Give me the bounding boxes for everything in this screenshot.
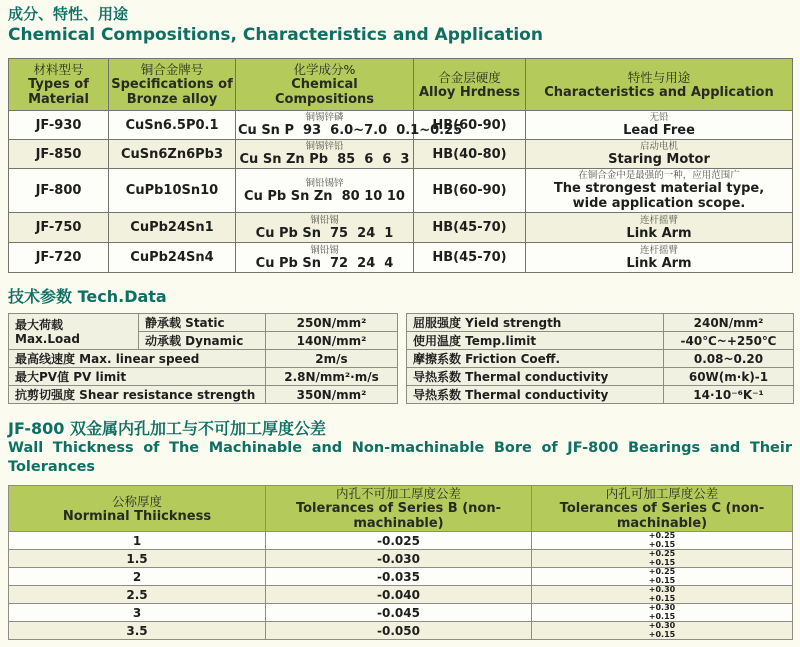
max-load-zh: 最大荷载 bbox=[15, 317, 64, 332]
header-series-c bbox=[532, 486, 793, 532]
chemical-composition-cell bbox=[236, 169, 414, 213]
series-b-value: -0.050 bbox=[266, 622, 532, 640]
thickness-value: 2.5 bbox=[9, 586, 266, 604]
series-b-value: -0.035 bbox=[266, 568, 532, 586]
header-en: Characteristics and Application bbox=[544, 84, 774, 100]
series-c-lower: +0.15 bbox=[648, 593, 676, 603]
thickness-value: 1 bbox=[9, 532, 266, 550]
hardness-value: HB(60-90) bbox=[414, 111, 526, 140]
header-en: Tolerances of Series C (non-machinable) bbox=[559, 501, 765, 531]
table-row-jf800 bbox=[9, 169, 793, 213]
header-en: Alloy Hrdness bbox=[418, 84, 521, 100]
header-en: Types of Material bbox=[28, 77, 89, 107]
series-c-upper: +0.25 bbox=[648, 549, 676, 558]
tolerance-row-2-5 bbox=[9, 586, 793, 604]
characteristics-cell bbox=[526, 111, 793, 140]
tech-row-thermal-expansion bbox=[407, 386, 794, 404]
header-bronze-spec bbox=[109, 59, 236, 111]
static-value: 250N/mm² bbox=[266, 314, 398, 332]
header-en: Specifications of Bronze alloy bbox=[111, 77, 233, 107]
series-c-cell bbox=[532, 586, 793, 604]
series-c-cell bbox=[532, 532, 793, 550]
chemical-composition-cell bbox=[236, 213, 414, 243]
tech-data-table-left bbox=[8, 313, 398, 404]
header-chemical-compositions bbox=[236, 59, 414, 111]
compositions-table bbox=[8, 58, 793, 273]
header-en: Chemical Compositions bbox=[274, 77, 375, 107]
chemical-composition-cell bbox=[236, 140, 414, 169]
table-row-jf850 bbox=[9, 140, 793, 169]
tech-row-temp-limit bbox=[407, 332, 794, 350]
header-types-of-material bbox=[9, 59, 109, 111]
material-model: JF-800 bbox=[9, 169, 109, 213]
characteristics-cell bbox=[526, 140, 793, 169]
pv-limit-value: 2.8N/mm²·m/s bbox=[266, 368, 398, 386]
friction-label: 摩擦系数 Friction Coeff. bbox=[407, 350, 664, 368]
bronze-spec: CuPb24Sn4 bbox=[109, 243, 236, 273]
composition-formula: Cu Sn P 93 6.0~7.0 0.1~0.25 bbox=[238, 123, 463, 138]
series-c-upper: +0.25 bbox=[648, 531, 676, 540]
max-load-cell bbox=[9, 314, 139, 350]
material-model: JF-720 bbox=[9, 243, 109, 273]
tech-row-yield bbox=[407, 314, 794, 332]
header-en: Norminal Thiickness bbox=[62, 508, 212, 524]
table-row-jf750 bbox=[9, 213, 793, 243]
header-zh: 内孔可加工厚度公差 bbox=[605, 486, 719, 501]
composition-formula: Cu Pb Sn Zn 80 10 10 bbox=[244, 188, 405, 204]
thermal-expansion-value: 14·10⁻⁶K⁻¹ bbox=[664, 386, 794, 404]
tech-row-linear-speed bbox=[9, 350, 398, 368]
tolerance-row-1 bbox=[9, 532, 793, 550]
header-characteristics bbox=[526, 59, 793, 111]
composition-formula: Cu Pb Sn 72 24 4 bbox=[255, 255, 394, 271]
static-label: 静承载 Static bbox=[139, 314, 266, 332]
hardness-value: HB(40-80) bbox=[414, 140, 526, 169]
linear-speed-label: 最高线速度 Max. linear speed bbox=[9, 350, 266, 368]
table-row-jf930 bbox=[9, 111, 793, 140]
characteristics-en: Link Arm bbox=[626, 255, 692, 271]
header-zh: 内孔不可加工厚度公差 bbox=[335, 486, 461, 501]
characteristics-en: Staring Motor bbox=[608, 152, 710, 167]
tech-data-table-right bbox=[406, 313, 794, 404]
characteristics-zh: 启动电机 bbox=[639, 141, 678, 152]
tolerances-header-row bbox=[9, 486, 793, 532]
tolerance-row-1-5 bbox=[9, 550, 793, 568]
characteristics-en-line2: wide application scope. bbox=[572, 196, 746, 211]
composition-zh: 铜锡锌磷 bbox=[305, 112, 344, 123]
characteristics-cell bbox=[526, 169, 793, 213]
thermal-expansion-label: 导热系数 Thermal conductivity bbox=[407, 386, 664, 404]
tech-row-pv-limit bbox=[9, 368, 398, 386]
composition-formula: Cu Sn Zn Pb 85 6 6 3 bbox=[239, 152, 410, 167]
series-c-lower: +0.15 bbox=[648, 539, 676, 549]
temp-limit-value: -40℃~+250℃ bbox=[664, 332, 794, 350]
characteristics-zh: 连杆摇臂 bbox=[639, 244, 678, 256]
composition-zh: 铜铅锡锌 bbox=[305, 177, 344, 189]
tolerances-table bbox=[8, 485, 793, 640]
series-c-lower: +0.15 bbox=[648, 575, 676, 585]
tech-row-friction bbox=[407, 350, 794, 368]
thermal-conductivity-value: 60W(m·k)-1 bbox=[664, 368, 794, 386]
tolerance-row-2 bbox=[9, 568, 793, 586]
bronze-spec: CuPb24Sn1 bbox=[109, 213, 236, 243]
shear-label: 抗剪切强度 Shear resistance strength bbox=[9, 386, 266, 404]
bronze-spec: CuSn6.5P0.1 bbox=[109, 111, 236, 140]
section1-title-zh: 成分、特性、用途 bbox=[8, 5, 129, 23]
header-zh: 材料型号 bbox=[33, 62, 84, 77]
tech-row-static bbox=[9, 314, 398, 332]
hardness-value: HB(60-90) bbox=[414, 169, 526, 213]
composition-zh: 铜锡锌铅 bbox=[305, 141, 344, 152]
thickness-value: 3 bbox=[9, 604, 266, 622]
series-c-cell bbox=[532, 568, 793, 586]
header-alloy-hardness bbox=[414, 59, 526, 111]
series-c-lower: +0.15 bbox=[648, 629, 676, 639]
section1-title-en: Chemical Compositions, Characteristics and Application bbox=[8, 25, 543, 45]
characteristics-en: Link Arm bbox=[626, 225, 692, 241]
header-series-b bbox=[266, 486, 532, 532]
tolerance-row-3 bbox=[9, 604, 793, 622]
hardness-value: HB(45-70) bbox=[414, 213, 526, 243]
chemical-composition-cell bbox=[236, 111, 463, 140]
header-en: Tolerances of Series B (non-machinable) bbox=[295, 501, 502, 531]
series-c-cell bbox=[532, 604, 793, 622]
characteristics-zh: 在铜合金中是最强的一种，应用范围广 bbox=[578, 170, 740, 181]
compositions-header-row bbox=[9, 59, 793, 111]
composition-formula: Cu Pb Sn 75 24 1 bbox=[255, 225, 394, 241]
dynamic-value: 140N/mm² bbox=[266, 332, 398, 350]
series-b-value: -0.030 bbox=[266, 550, 532, 568]
characteristics-zh: 连杆摇臂 bbox=[639, 214, 678, 226]
characteristics-zh: 无铅 bbox=[649, 112, 669, 123]
header-zh: 合金层硬度 bbox=[438, 69, 501, 85]
section3-title-en: Wall Thickness of The Machinable and Non-machinable Bore of JF-800 Bearings and Their Tolerances bbox=[8, 440, 792, 475]
section2-title bbox=[8, 287, 792, 307]
yield-value: 240N/mm² bbox=[664, 314, 794, 332]
series-c-lower: +0.15 bbox=[648, 611, 676, 621]
temp-limit-label: 使用温度 Temp.limit bbox=[407, 332, 664, 350]
header-zh: 特性与用途 bbox=[627, 69, 691, 85]
characteristics-cell bbox=[526, 243, 793, 273]
thickness-value: 1.5 bbox=[9, 550, 266, 568]
characteristics-en: Lead Free bbox=[623, 123, 695, 138]
thermal-conductivity-label: 导热系数 Thermal conductivity bbox=[407, 368, 664, 386]
composition-zh: 铜铅锡 bbox=[310, 244, 339, 256]
header-nominal-thickness bbox=[9, 486, 266, 532]
bronze-spec: CuPb10Sn10 bbox=[109, 169, 236, 213]
max-load-en: Max.Load bbox=[15, 331, 80, 346]
friction-value: 0.08~0.20 bbox=[664, 350, 794, 368]
characteristics-en: The strongest material type, bbox=[553, 181, 765, 196]
series-c-cell bbox=[532, 622, 793, 640]
series-c-upper: +0.25 bbox=[648, 567, 676, 576]
series-c-lower: +0.15 bbox=[648, 557, 676, 567]
series-b-value: -0.040 bbox=[266, 586, 532, 604]
material-model: JF-750 bbox=[9, 213, 109, 243]
characteristics-cell bbox=[526, 213, 793, 243]
series-c-upper: +0.30 bbox=[648, 585, 676, 594]
chemical-composition-cell bbox=[236, 243, 414, 273]
hardness-value: HB(45-70) bbox=[414, 243, 526, 273]
material-model: JF-930 bbox=[9, 111, 109, 140]
series-b-value: -0.025 bbox=[266, 532, 532, 550]
header-zh: 公称厚度 bbox=[111, 493, 162, 509]
series-b-value: -0.045 bbox=[266, 604, 532, 622]
header-zh: 铜合金牌号 bbox=[140, 62, 204, 77]
series-c-upper: +0.30 bbox=[648, 603, 676, 612]
section2-title-en: Tech.Data bbox=[77, 287, 167, 306]
thickness-value: 3.5 bbox=[9, 622, 266, 640]
bronze-spec: CuSn6Zn6Pb3 bbox=[109, 140, 236, 169]
linear-speed-value: 2m/s bbox=[266, 350, 398, 368]
thickness-value: 2 bbox=[9, 568, 266, 586]
shear-value: 350N/mm² bbox=[266, 386, 398, 404]
tech-row-thermal-conductivity bbox=[407, 368, 794, 386]
composition-zh: 铜铅锡 bbox=[310, 214, 339, 226]
section2-title-zh: 技术参数 bbox=[8, 287, 73, 306]
table-row-jf720 bbox=[9, 243, 793, 273]
material-model: JF-850 bbox=[9, 140, 109, 169]
dynamic-label: 动承载 Dynamic bbox=[139, 332, 266, 350]
series-c-upper: +0.30 bbox=[648, 621, 676, 630]
tolerance-row-3-5 bbox=[9, 622, 793, 640]
tech-row-shear bbox=[9, 386, 398, 404]
tech-data-tables bbox=[8, 313, 792, 404]
header-zh: 化学成分% bbox=[293, 62, 356, 77]
series-c-cell bbox=[532, 550, 793, 568]
yield-label: 屈服强度 Yield strength bbox=[407, 314, 664, 332]
pv-limit-label: 最大PV值 PV limit bbox=[9, 368, 266, 386]
section3-title-zh: JF-800 双金属内孔加工与不可加工厚度公差 bbox=[8, 419, 327, 438]
